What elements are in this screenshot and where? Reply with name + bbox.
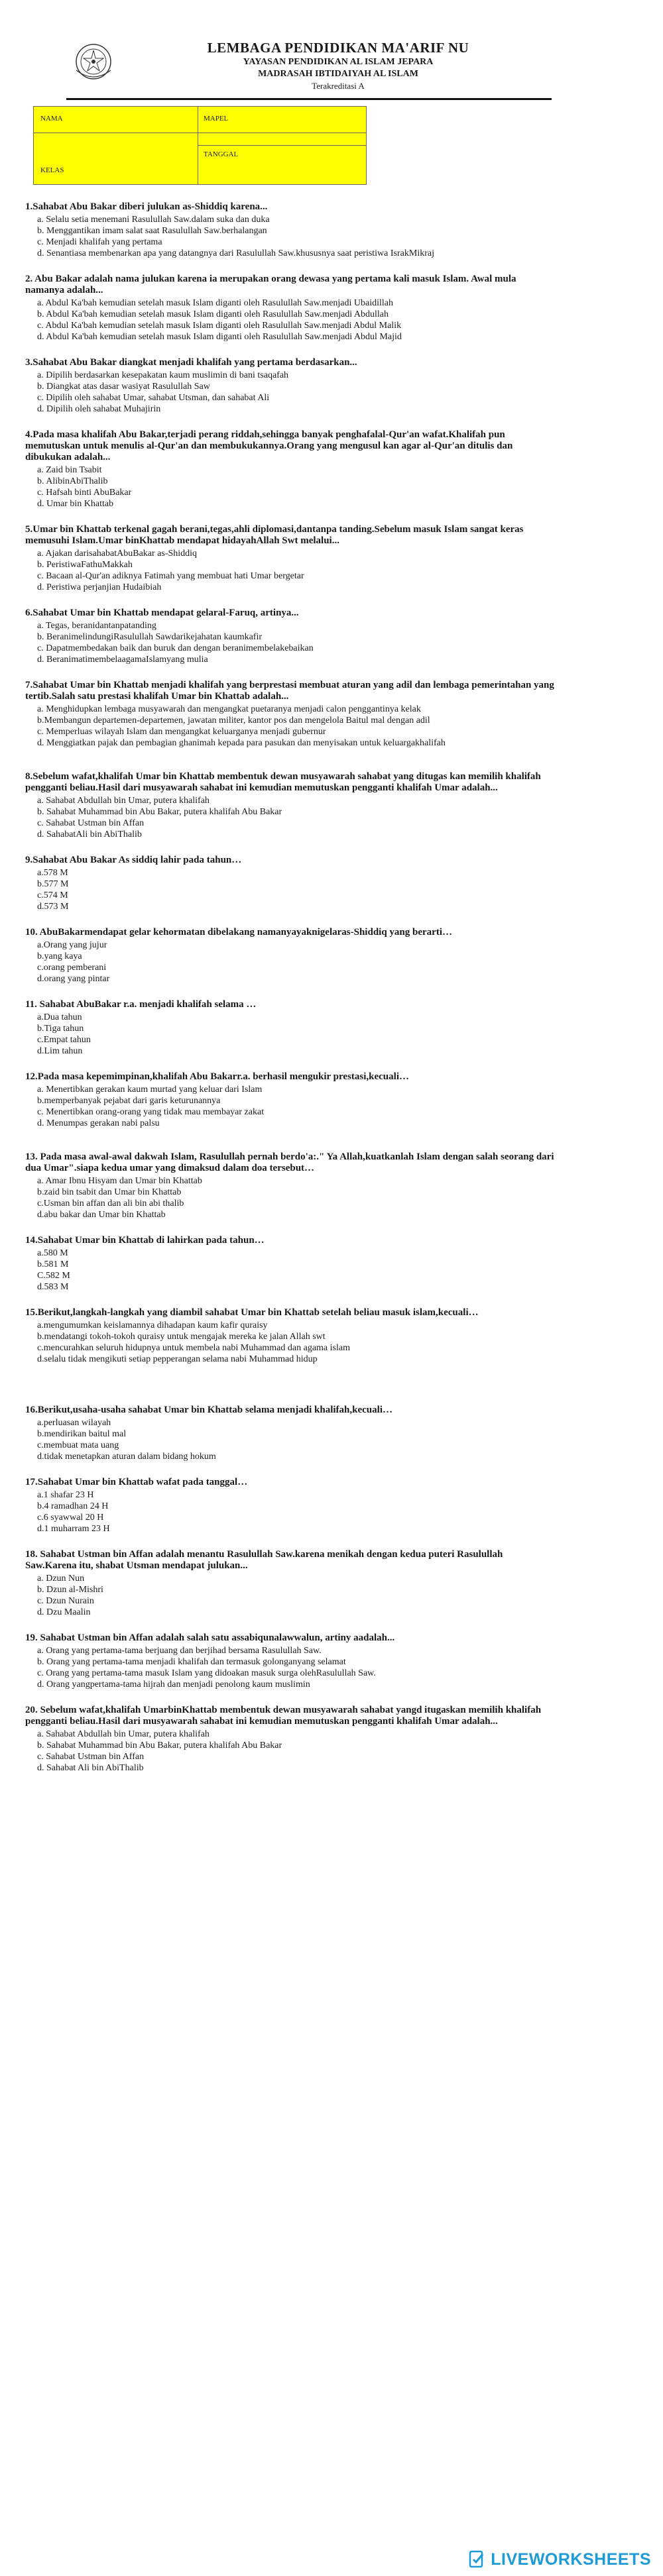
accreditation: Terakreditasi A bbox=[312, 81, 365, 91]
answer-option: a. Ajakan darisahabatAbuBakar as-Shiddiq bbox=[37, 549, 198, 559]
answer-option: d.tidak menetapkan aturan dalam bidang hokum bbox=[37, 1452, 216, 1462]
header-divider bbox=[66, 98, 552, 100]
question-text: 7.Sahabat Umar bin Khattab menjadi khalifah yang berprestasi membuat aturan yang adil dan lembaga pemerintahan yang tertib.Salah satu prestasi khalifah Umar bin Khattab adalah... bbox=[25, 680, 554, 702]
liveworksheets-logo-icon bbox=[468, 2550, 487, 2569]
question-text: 18. Sahabat Ustman bin Affan adalah menantu Rasulullah Saw.karena menikah dengan kedua puteri Rasulullah Saw.Karena itu, shabat Utsman mendapat julukan... bbox=[25, 1549, 503, 1571]
answer-option: d. Peristiwa perjanjian Hudaibiah bbox=[37, 582, 162, 592]
answer-option: c. Abdul Ka'bah kemudian setelah masuk Islam diganti oleh Rasulullah Saw.menjadi Abdul Malik bbox=[37, 321, 402, 331]
question-item bbox=[25, 927, 556, 985]
question-text: 5.Umar bin Khattab terkenal gagah berani,tegas,ahli diplomasi,dantanpa tanding.Sebelum masuk Islam sangat keras memusuhi Islam.Umar binKhattab mendapat hidayahAllah Swt melalui... bbox=[25, 524, 524, 546]
answer-option: b. Sahabat Muhammad bin Abu Bakar, putera khalifah Abu Bakar bbox=[37, 807, 282, 817]
question-item bbox=[25, 429, 556, 510]
question-item bbox=[25, 1477, 556, 1534]
question-text: 13. Pada masa awal-awal dakwah Islam, Rasulullah pernah berdo'a:." Ya Allah,kuatkanlah Islam dengan salah seorang dari dua Umar".siapa kedua umar yang dimaksud dalam doa tersebut… bbox=[25, 1152, 554, 1173]
question-text: 17.Sahabat Umar bin Khattab wafat pada tanggal… bbox=[25, 1477, 248, 1487]
answer-option: c.membuat mata uang bbox=[37, 1440, 119, 1450]
answer-option: c. Sahabat Ustman bin Affan bbox=[37, 818, 145, 828]
answer-option: c.mencurahkan seluruh hidupnya untuk membela nabi Muhammad dan agama islam bbox=[37, 1343, 350, 1353]
question-text: 20. Sebelum wafat,khalifah UmarbinKhattab membentuk dewan musyawarah sahabat yangd itugaskan memilih khalifah pengganti beliau.Hasil dari musyawarah sahabat ini kemudian memutuskan pengganti khalifah Umar adalah... bbox=[25, 1705, 542, 1727]
class-label: KELAS bbox=[40, 166, 64, 174]
answer-option: d. BeranimatimembelaagamaIslamyang mulia bbox=[37, 655, 208, 665]
answer-option: a. Selalu setia menemani Rasulullah Saw.dalam suka dan duka bbox=[37, 215, 270, 225]
answer-option: b.577 M bbox=[37, 879, 69, 889]
question-item bbox=[25, 1549, 556, 1618]
answer-option: d.selalu tidak mengikuti setiap pepperangan selama nabi Muhammad hidup bbox=[37, 1354, 318, 1364]
answer-option: b.memperbanyak pejabat dari garis keturunannya bbox=[37, 1096, 221, 1106]
answer-option: a. Amar Ibnu Hisyam dan Umar bin Khattab bbox=[37, 1176, 202, 1186]
question-text: 11. Sahabat AbuBakar r.a. menjadi khalifah selama … bbox=[25, 999, 257, 1010]
answer-option: c. Sahabat Ustman bin Affan bbox=[37, 1752, 145, 1762]
question-item bbox=[25, 1633, 556, 1690]
question-text: 15.Berikut,langkah-langkah yang diambil sahabat Umar bin Khattab setelah beliau masuk islam,kecuali… bbox=[25, 1307, 479, 1318]
answer-option: b.Membangun departemen-departemen, jawatan militer, kantor pos dan mengelola Baitul mal dengan adil bbox=[37, 716, 430, 725]
answer-option: b. AlibinAbiThalib bbox=[37, 476, 108, 486]
answer-option: b. BeranimelindungiRasulullah Sawdarikejahatan kaumkafir bbox=[37, 632, 263, 642]
answer-option: d.orang yang pintar bbox=[37, 974, 110, 984]
answer-option: d. Menggiatkan pajak dan pembagian ghanimah kepada para pasukan dan menyisakan untuk keluargakhalifah bbox=[37, 738, 446, 748]
answer-option: d. Umar bin Khattab bbox=[37, 499, 114, 509]
answer-option: a. Dzun Nun bbox=[37, 1574, 85, 1583]
answer-option: a. Sahabat Abdullah bin Umar, putera khalifah bbox=[37, 1729, 210, 1739]
answer-option: a.mengumumkan keislamannya dihadapan kaum kafir quraisy bbox=[37, 1320, 268, 1330]
question-item bbox=[25, 855, 556, 912]
question-text: 2. Abu Bakar adalah nama julukan karena ia merupakan orang dewasa yang pertama kali masuk Islam. Awal mula namanya adalah... bbox=[25, 274, 516, 295]
answer-option: a. Zaid bin Tsabit bbox=[37, 465, 102, 475]
question-item bbox=[25, 771, 556, 840]
answer-option: b.mendirikan baitul mal bbox=[37, 1429, 127, 1439]
answer-option: d.583 M bbox=[37, 1282, 69, 1292]
student-identity-box bbox=[33, 106, 367, 185]
liveworksheets-footer[interactable] bbox=[468, 2549, 651, 2569]
answer-option: a.perluasan wilayah bbox=[37, 1418, 111, 1428]
answer-option: d. Abdul Ka'bah kemudian setelah masuk Islam diganti oleh Rasulullah Saw.menjadi Abdul Majid bbox=[37, 332, 402, 342]
answer-option: b.yang kaya bbox=[37, 951, 82, 961]
question-text: 14.Sahabat Umar bin Khattab di lahirkan pada tahun… bbox=[25, 1235, 265, 1246]
answer-option: b. Diangkat atas dasar wasiyat Rasulullah Saw bbox=[37, 382, 210, 392]
question-text: 6.Sahabat Umar bin Khattab mendapat gelaral-Faruq, artinya... bbox=[25, 608, 299, 618]
answer-option: c.6 syawwal 20 H bbox=[37, 1513, 104, 1523]
document-header bbox=[66, 38, 597, 105]
answer-option: a. Sahabat Abdullah bin Umar, putera khalifah bbox=[37, 796, 210, 806]
answer-option: c. Dipilih oleh sahabat Umar, sahabat Utsman, dan sahabat Ali bbox=[37, 393, 270, 403]
subject-label: MAPEL bbox=[204, 115, 229, 123]
question-item bbox=[25, 201, 556, 259]
answer-option: d.Lim tahun bbox=[37, 1046, 83, 1056]
answer-option: d. Dipilih oleh sahabat Muhajirin bbox=[37, 404, 161, 414]
answer-option: c.orang pemberani bbox=[37, 963, 107, 973]
date-label: TANGGAL bbox=[204, 150, 239, 158]
answer-option: C.582 M bbox=[37, 1271, 70, 1281]
question-text: 3.Sahabat Abu Bakar diangkat menjadi khalifah yang pertama berdasarkan... bbox=[25, 357, 357, 368]
question-text: 12.Pada masa kepemimpinan,khalifah Abu Bakarr.a. berhasil mengukir prestasi,kecuali… bbox=[25, 1071, 409, 1082]
answer-option: a. Menghidupkan lembaga musyawarah dan mengangkat puetaranya menjadi calon penggantinya kelak bbox=[37, 704, 421, 714]
answer-option: d. Senantiasa membenarkan apa yang datangnya dari Rasulullah Saw.khususnya saat peristiwa IsrakMikraj bbox=[37, 248, 434, 258]
answer-option: c. Menertibkan orang-orang yang tidak mau membayar zakat bbox=[37, 1107, 265, 1117]
answer-option: a.578 M bbox=[37, 868, 68, 878]
answer-option: d. SahabatAli bin AbiThalib bbox=[37, 830, 142, 839]
answer-option: a.580 M bbox=[37, 1248, 68, 1258]
question-list bbox=[25, 201, 556, 1774]
answer-option: d. Sahabat Ali bin AbiThalib bbox=[37, 1763, 144, 1773]
answer-option: b.mendatangi tokoh-tokoh quraisy untuk mengajak mereka ke jalan Allah swt bbox=[37, 1332, 326, 1342]
question-item bbox=[25, 524, 556, 593]
question-item bbox=[25, 357, 556, 415]
answer-option: a.Orang yang jujur bbox=[37, 940, 107, 950]
answer-option: b. Sahabat Muhammad bin Abu Bakar, putera khalifah Abu Bakar bbox=[37, 1741, 282, 1750]
answer-option: a. Dipilih berdasarkan kesepakatan kaum muslimin di bani tsaqafah bbox=[37, 370, 289, 380]
answer-option: b. Orang yang pertama-tama menjadi khalifah dan termasuk golonganyang selamat bbox=[37, 1657, 346, 1667]
answer-option: b. Abdul Ka'bah kemudian setelah masuk Islam diganti oleh Rasulullah Saw.menjadi Abdullah bbox=[37, 309, 389, 319]
question-item bbox=[25, 1307, 556, 1365]
institution-name: LEMBAGA PENDIDIKAN MA'ARIF NU bbox=[207, 40, 469, 56]
answer-option: a. Tegas, beranidantanpatanding bbox=[37, 621, 156, 631]
liveworksheets-brand: LIVEWORKSHEETS bbox=[491, 2549, 651, 2569]
name-label: NAMA bbox=[40, 115, 63, 123]
answer-option: c. Orang yang pertama-tama masuk Islam yang didoakan masuk surga olehRasulullah Saw. bbox=[37, 1668, 376, 1678]
answer-option: b. Dzun al-Mishri bbox=[37, 1585, 103, 1595]
question-item bbox=[25, 680, 556, 749]
question-item bbox=[25, 1705, 556, 1774]
answer-option: b.zaid bin tsabit dan Umar bin Khattab bbox=[37, 1187, 182, 1197]
answer-option: a. Orang yang pertama-tama berjuang dan berjihad bersama Rasulullah Saw. bbox=[37, 1646, 322, 1656]
answer-option: d. Orang yangpertama-tama hijrah dan menjadi penolong kaum muslimin bbox=[37, 1680, 310, 1690]
answer-option: b.Tiga tahun bbox=[37, 1024, 84, 1034]
foundation-name: YAYASAN PENDIDIKAN AL ISLAM JEPARA bbox=[243, 57, 434, 67]
question-text: 4.Pada masa khalifah Abu Bakar,terjadi perang riddah,sehingga banyak penghafalal-Qur'an wafat.Khalifah pun memutuskan untuk menulis al-Qur'an dan membukukannya.Orang yang mengusul kan agar al-Qur'an ditulis dan dibukukan adalah... bbox=[25, 429, 513, 462]
question-item bbox=[25, 1152, 556, 1220]
question-item bbox=[25, 1235, 556, 1293]
answer-option: c. Hafsah binti AbuBakar bbox=[37, 488, 132, 498]
answer-option: c.Empat tahun bbox=[37, 1035, 91, 1045]
question-text: 16.Berikut,usaha-usaha sahabat Umar bin Khattab selama menjadi khalifah,kecuali… bbox=[25, 1405, 392, 1415]
question-text: 19. Sahabat Ustman bin Affan adalah salah satu assabiqunalawwalun, artiny aadalah... bbox=[25, 1633, 395, 1643]
question-item bbox=[25, 1071, 556, 1129]
answer-option: d. Menumpas gerakan nabi palsu bbox=[37, 1118, 160, 1128]
answer-option: c.Usman bin affan dan ali bin abi thalib bbox=[37, 1199, 184, 1208]
answer-option: c. Menjadi khalifah yang pertama bbox=[37, 237, 162, 247]
answer-option: b.581 M bbox=[37, 1260, 69, 1269]
identity-divider-date bbox=[198, 145, 366, 146]
answer-option: a.1 shafar 23 H bbox=[37, 1490, 94, 1500]
answer-option: d.573 M bbox=[37, 902, 69, 912]
answer-option: b.4 ramadhan 24 H bbox=[37, 1501, 109, 1511]
question-text: 8.Sebelum wafat,khalifah Umar bin Khattab membentuk dewan musyawarah sahabat yang ditugas kan memilih khalifah pengganti beliau.Hasil dari musyawarah sahabat ini kemudian memutuskan pengganti khalifah Umar adalah... bbox=[25, 771, 541, 793]
answer-option: a. Abdul Ka'bah kemudian setelah masuk Islam diganti oleh Rasulullah Saw.menjadi Ubaidillah bbox=[37, 298, 393, 308]
answer-option: c.574 M bbox=[37, 890, 68, 900]
answer-option: d. Dzu Maalin bbox=[37, 1607, 91, 1617]
answer-option: d.abu bakar dan Umar bin Khattab bbox=[37, 1210, 166, 1220]
question-text: 9.Sahabat Abu Bakar As siddiq lahir pada tahun… bbox=[25, 855, 242, 865]
answer-option: b. Menggantikan imam salat saat Rasulullah Saw.berhalangan bbox=[37, 226, 267, 236]
answer-option: d.1 muharram 23 H bbox=[37, 1524, 110, 1534]
question-item bbox=[25, 999, 556, 1057]
question-item bbox=[25, 608, 556, 665]
answer-option: a.Dua tahun bbox=[37, 1012, 82, 1022]
school-name: MADRASAH IBTIDAIYAH AL ISLAM bbox=[258, 69, 418, 79]
answer-option: a. Menertibkan gerakan kaum murtad yang keluar dari Islam bbox=[37, 1085, 263, 1095]
question-item bbox=[25, 274, 556, 343]
answer-option: c. Memperluas wilayah Islam dan mengangkat keluarganya menjadi gubernur bbox=[37, 727, 326, 737]
question-text: 10. AbuBakarmendapat gelar kehormatan dibelakang namanyayaknigelaras-Shiddiq yang berarti… bbox=[25, 927, 452, 938]
answer-option: c. Dapatmembedakan baik dan buruk dan dengan beranimembelakebaikan bbox=[37, 643, 314, 653]
answer-option: c. Bacaan al-Qur'an adiknya Fatimah yang membuat hati Umar bergetar bbox=[37, 571, 304, 581]
school-emblem-icon bbox=[70, 41, 117, 82]
question-item bbox=[25, 1405, 556, 1462]
answer-option: b. PeristiwaFathuMakkah bbox=[37, 560, 133, 570]
answer-option: c. Dzun Nurain bbox=[37, 1596, 94, 1606]
question-text: 1.Sahabat Abu Bakar diberi julukan as-Shiddiq karena... bbox=[25, 201, 268, 212]
